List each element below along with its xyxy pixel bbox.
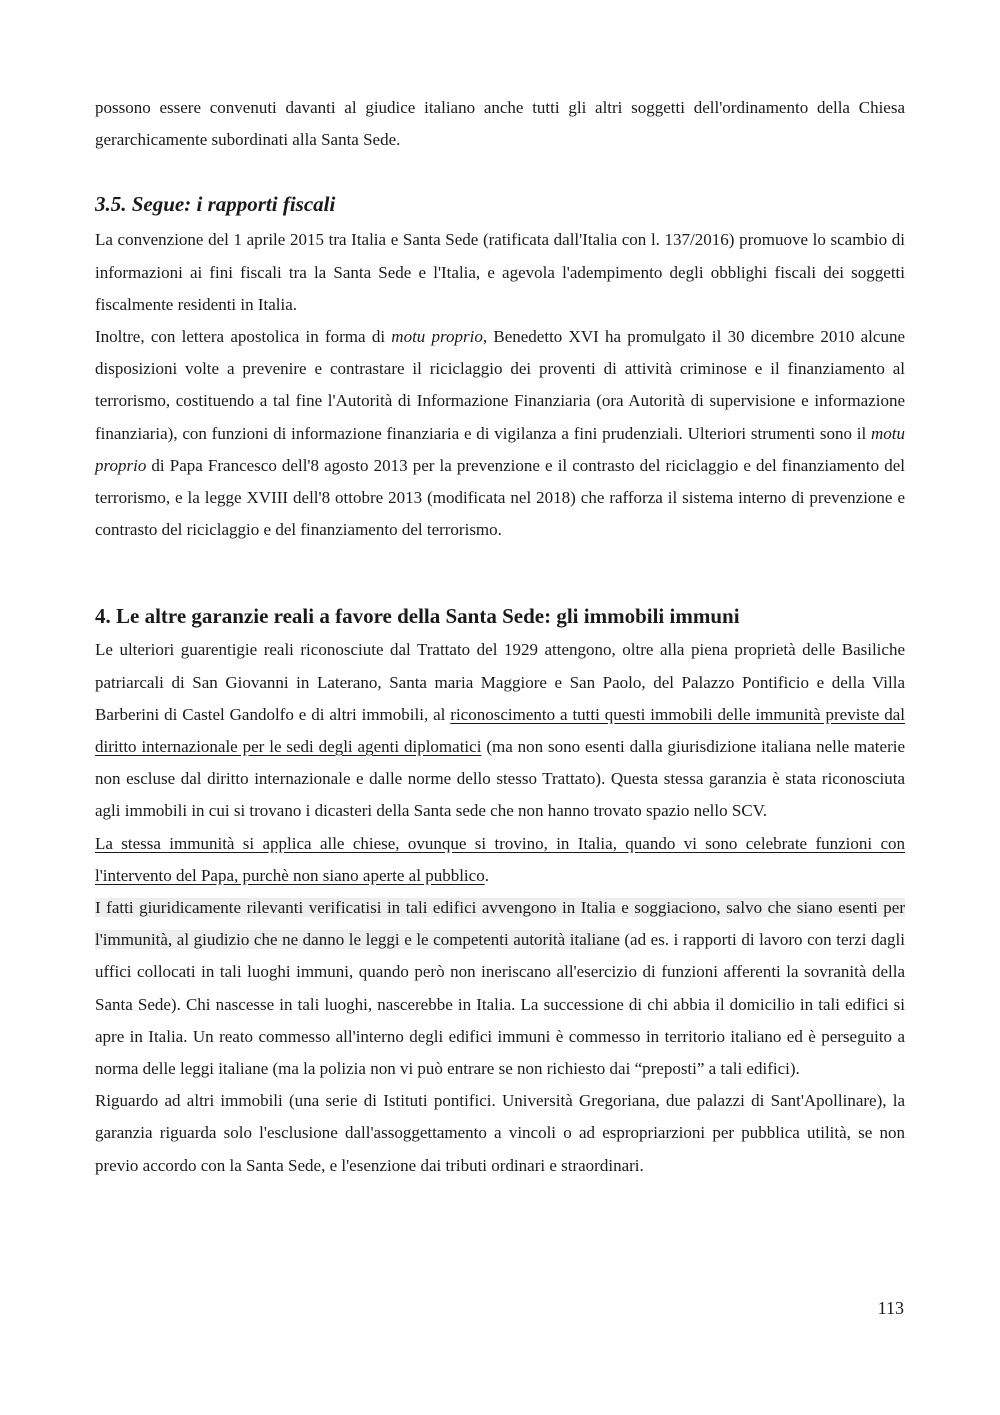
text-run: Inoltre, con lettera apostolica in forma di xyxy=(95,327,392,347)
text-run: . xyxy=(484,865,489,885)
text-run: (ad es. i rapporti di lavoro con terzi dagli uffici collocati in tali luoghi immuni, quando però non ineriscano all'esercizio di funzioni afferenti la sovranità della Santa Sede). Chi nascesse in tali luoghi, nascerebbe in Italia. La successione di chi abbia il domicilio in tali edifici si apre in Italia. Un reato commesso all'interno degli edifici immuni è commesso in territorio italiano ed è perseguito a norma delle leggi italiane (ma la polizia non vi può entrare se non richiesto dai “preposti” a tali edifici). xyxy=(95,930,905,1079)
section-3-5-paragraph-1: La convenzione del 1 aprile 2015 tra Italia e Santa Sede (ratificata dall'Italia con l. 137/2016) promuove lo scambio di informazioni ai fini fiscali tra la Santa Sede e l'Italia, e agevola l'adempimento degli obblighi fiscali dei soggetti fiscalmente residenti in Italia. xyxy=(95,230,905,314)
text-run: (ma non sono esenti dalla giurisdizione italiana nelle materie non escluse dal diritto internazionale e dalle norme dello stesso Trattato). Questa stessa garanzia è stata riconosciuta agli immobili in cui si trovano i dicasteri della Santa sede che non hanno trovato spazio nello SCV. xyxy=(95,737,906,821)
section-4-paragraph-2 xyxy=(95,828,905,892)
document-page xyxy=(95,92,905,1182)
italic-term-motu-proprio: motu proprio xyxy=(391,327,483,347)
intro-paragraph: possono essere convenuti davanti al giudice italiano anche tutti gli altri soggetti dell'ordinamento della Chiesa gerarchicamente subordinati alla Santa Sede. xyxy=(95,98,905,150)
section-4-paragraph-4: Riguardo ad altri immobili (una serie di Istituti pontifici. Università Gregoriana, due palazzi di Sant'Apollinare), la garanzia riguarda solo l'esclusione dall'assoggettamento a vincoli o ad espropriarzioni per pubblica utilità, se non previo accordo con la Santa Sede, e l'esenzione dai tributi ordinari e straordinari. xyxy=(95,1091,905,1175)
section-4-paragraph-3 xyxy=(95,892,905,1085)
section-heading-3-5: 3.5. Segue: i rapporti fiscali xyxy=(95,192,336,217)
section-4-paragraph-1 xyxy=(95,634,905,827)
section-3-5-paragraph-2 xyxy=(95,321,905,546)
underlined-text: riconoscimento a tutti questi immobili delle immunità previste dal diritto internazionale per le sedi degli agenti diplomatici xyxy=(95,704,905,757)
underlined-text: La stessa immunità si applica alle chiese, ovunque si trovino, in Italia, quando vi sono celebrate funzioni con l'intervento del Papa, purchè non siano aperte al pubblico xyxy=(95,833,905,885)
highlighted-text: I fatti giuridicamente rilevanti verificatisi in tali edifici avvengono in Italia e soggiaciono, salvo che siano esenti per l'immunità, al giudizio che ne danno le leggi e le competenti autorità italiane xyxy=(95,898,905,950)
text-run: Le ulteriori guarentigie reali riconosciute dal Trattato del 1929 attengono, oltre alla piena proprietà delle Basiliche patriarcali di San Giovanni in Laterano, Santa maria Maggiore e San Paolo, del Palazzo Pontificio e della Villa Barberini di Castel Gandolfo e di altri immobili, al xyxy=(95,640,905,724)
text-run: , Benedetto XVI ha promulgato il 30 dicembre 2010 alcune disposizioni volte a prevenire e contrastare il riciclaggio dei proventi di attività criminose e il finanziamento al terrorismo, costituendo a tal fine l'Autorità di Informazione Finanziaria (ora Autorità di supervisione e informazione finanziaria), con funzioni di informazione finanziaria e di vigilanza a fini prudenziali. Ulteriori strumenti sono il xyxy=(95,327,905,443)
section-heading-4: 4. Le altre garanzie reali a favore della Santa Sede: gli immobili immuni xyxy=(95,604,740,629)
page-number: 113 xyxy=(877,1298,904,1318)
italic-term-motu-proprio: motu proprio xyxy=(95,423,905,475)
text-run: di Papa Francesco dell'8 agosto 2013 per la prevenzione e il contrasto del riciclaggio e del finanziamento del terrorismo, e la legge XVIII dell'8 ottobre 2013 (modificata nel 2018) che rafforza il sistema interno di prevenzione e contrasto del riciclaggio e del finanziamento del terrorismo. xyxy=(95,455,905,540)
